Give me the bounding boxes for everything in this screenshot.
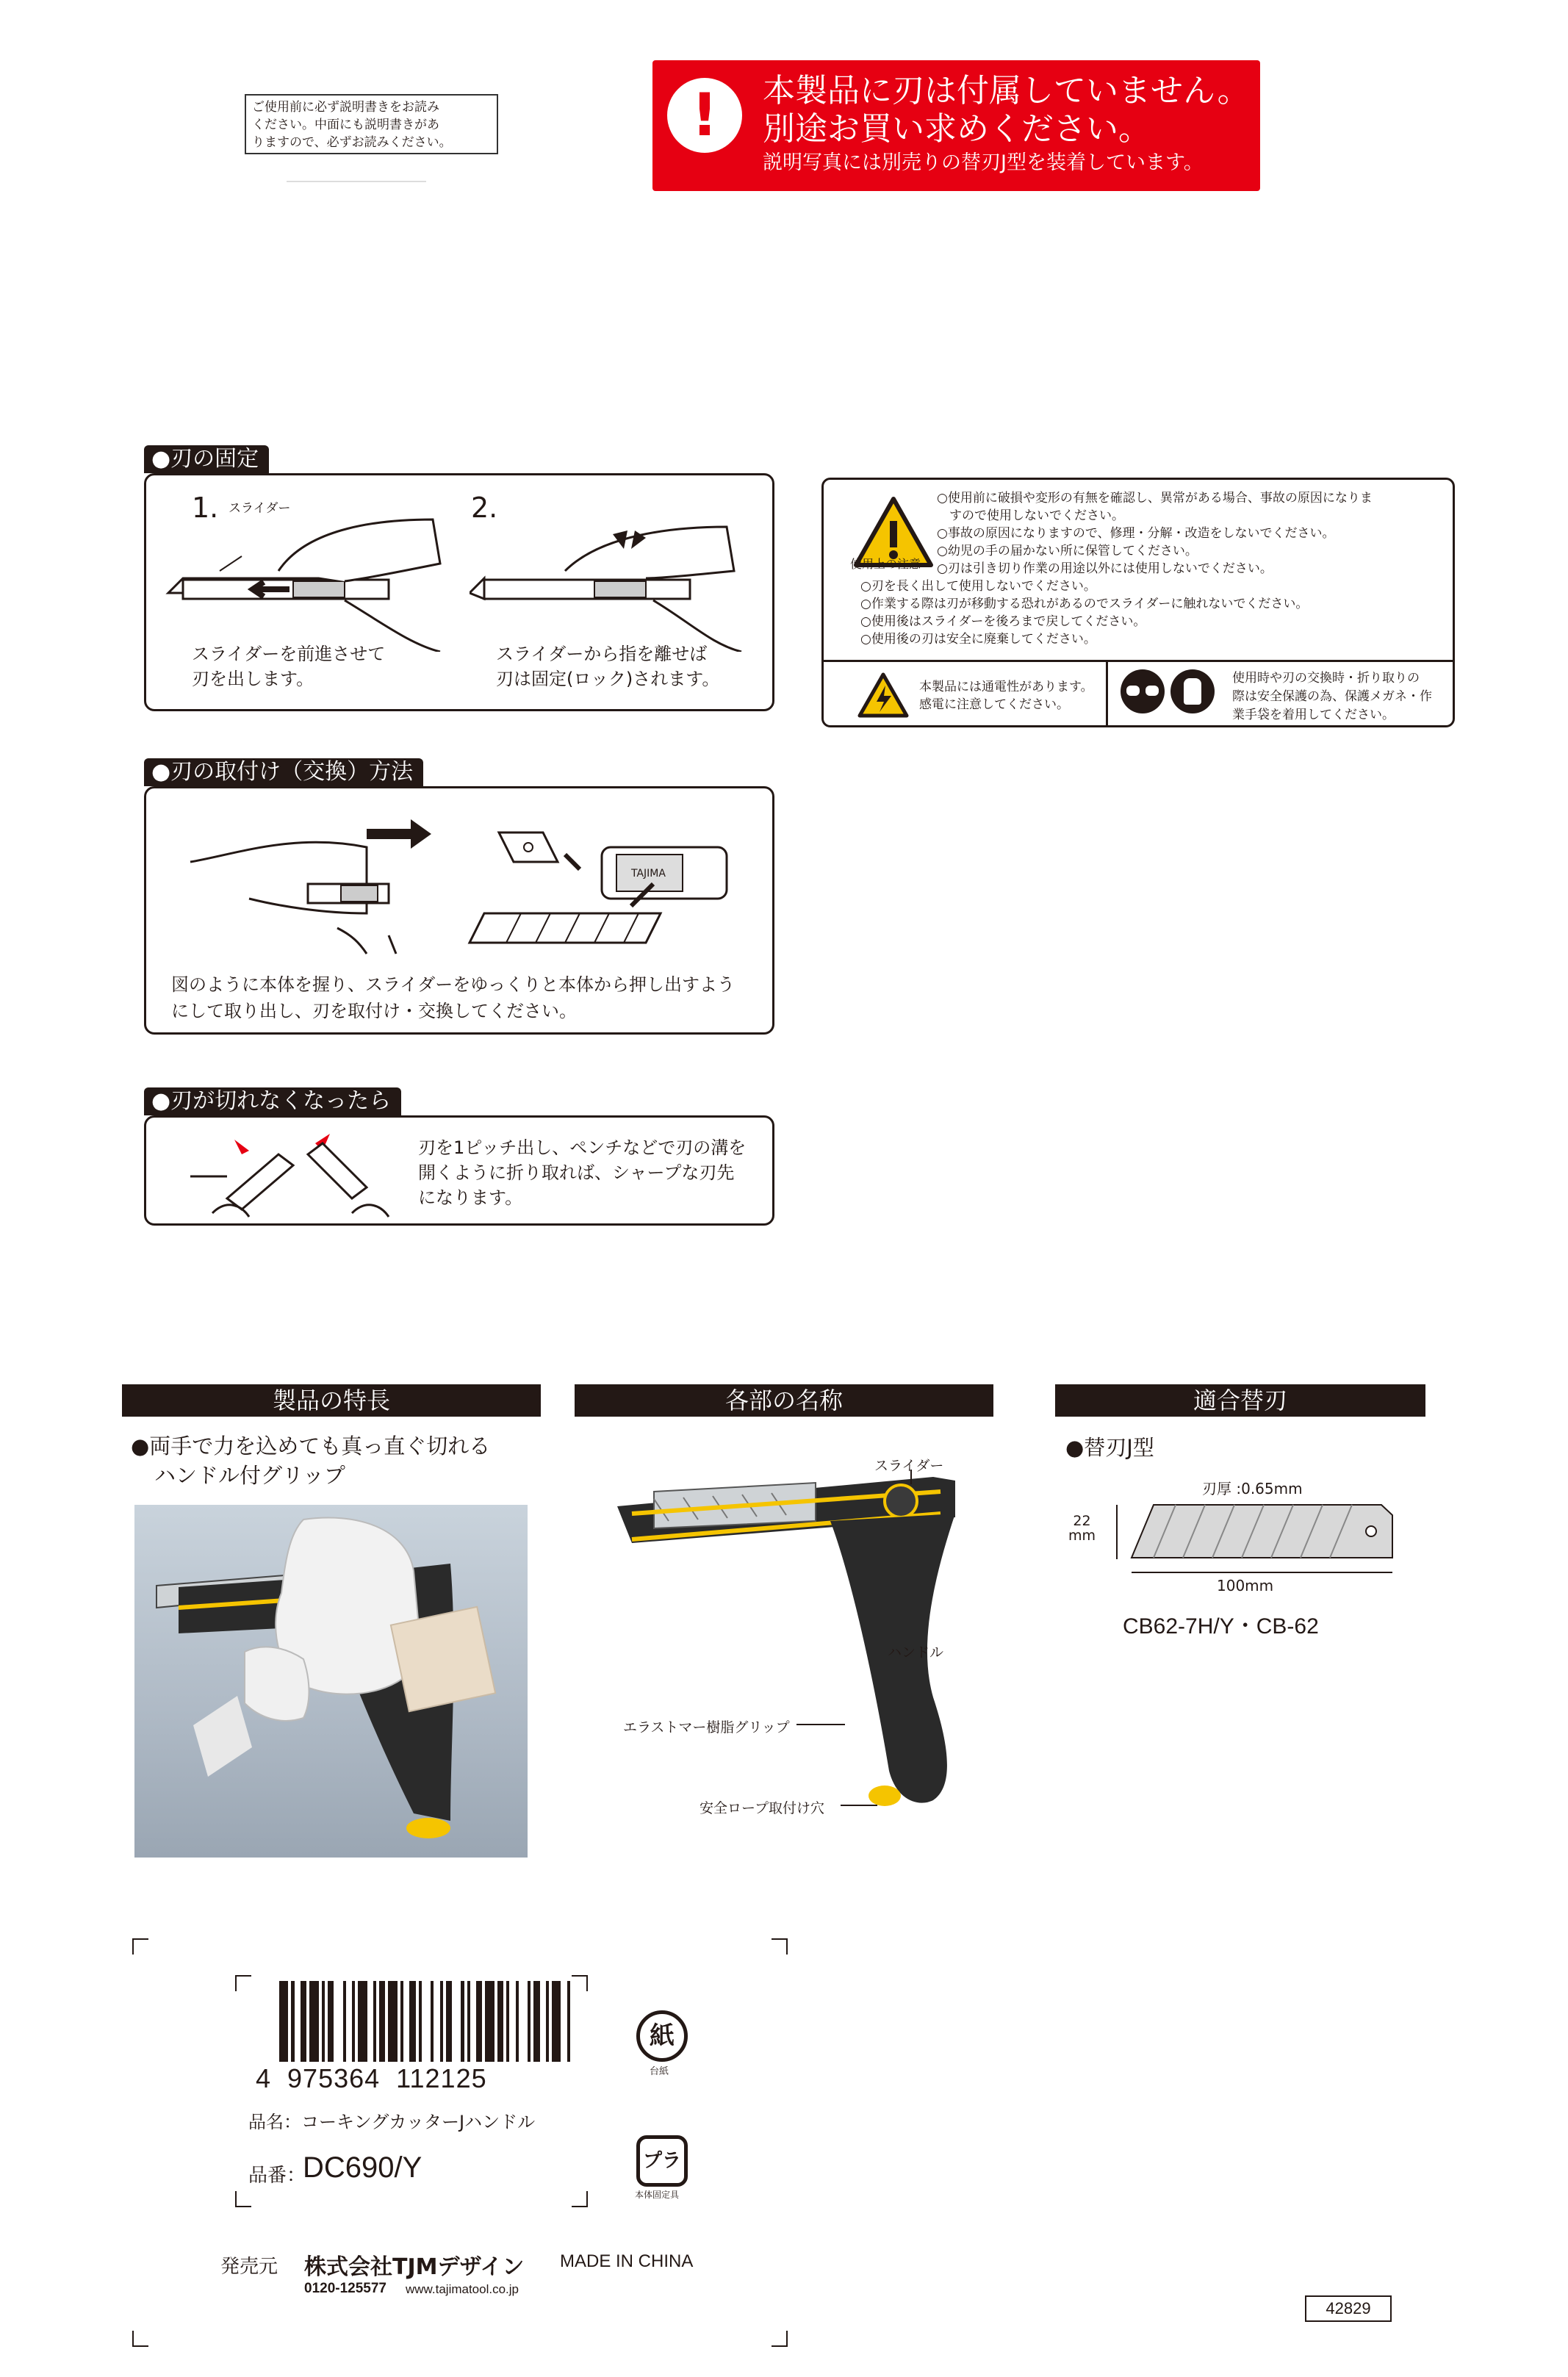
blade-replace-title: ●刃の取付け（交換）方法	[144, 758, 423, 786]
leader-line	[841, 1805, 877, 1806]
barcode-bar	[446, 1981, 452, 2062]
blade-type: ●替刃J型	[1065, 1435, 1154, 1460]
country-of-origin: MADE IN CHINA	[560, 2251, 694, 2271]
crop-mark	[132, 1938, 148, 1955]
protective-gear-note	[1232, 669, 1432, 724]
barcode-bar	[309, 1981, 318, 2062]
step-1-illustration	[161, 505, 470, 652]
crop-mark	[132, 2331, 148, 2347]
crop-mark	[235, 2191, 251, 2207]
electric-warning	[919, 678, 1093, 713]
caution-icon-label: 使用上の注意	[850, 557, 921, 571]
barcode-bar	[358, 1981, 367, 2062]
parts-band: 各部の名称	[575, 1384, 993, 1417]
features-band: 製品の特長	[122, 1384, 541, 1417]
step-2-text-1: スライダーから指を離せば	[496, 644, 708, 664]
crop-mark	[772, 1938, 788, 1955]
caution-line: ○刃は引き切り作業の用途以外には使用しないでください。	[937, 561, 1273, 576]
blade-height-unit: mm	[1068, 1528, 1096, 1544]
barcode-bar	[461, 1981, 464, 2062]
notice-line: ご使用前に必ず説明書きをお読み	[252, 100, 439, 115]
caution-line: ○使用後はスライダーを後ろまで戻してください。	[860, 614, 1146, 629]
barcode-bar	[328, 1981, 334, 2062]
crop-mark	[572, 1975, 588, 1991]
caution-line: ○事故の原因になりますので、修理・分解・改造をしないでください。	[937, 526, 1335, 541]
warning-line-3: 説明写真には別売りの替刃J型を装着しています。	[763, 151, 1204, 174]
dull-text-2: 開くように折り取れば、シャープな刃先	[418, 1162, 735, 1183]
barcode-bar	[440, 1981, 443, 2062]
paper-recycle-caption: 台紙	[650, 2066, 669, 2077]
step-1-number: 1.	[192, 492, 219, 524]
seller-label: 発売元	[220, 2256, 278, 2278]
barcode-bar	[322, 1981, 325, 2062]
gloves-icon	[1170, 669, 1215, 713]
blade-lock-box	[144, 473, 774, 711]
replace-text-2: にして取り出し、刃を取付け・交換してください。	[171, 1001, 577, 1021]
electric-line: 本製品には通電性があります。	[919, 680, 1093, 694]
blade-not-included-warning	[652, 60, 1260, 191]
notice-line: ください。中面にも説明書きがあ	[252, 118, 439, 132]
exclamation-icon: !	[667, 78, 742, 153]
product-number: DC690/Y	[303, 2151, 422, 2184]
crop-mark	[572, 2191, 588, 2207]
barcode-bar	[497, 1981, 503, 2062]
step-1-text-2: 刃を出します。	[192, 669, 314, 689]
barcode-bar	[516, 1981, 519, 2062]
barcode-bar	[528, 1981, 531, 2062]
crop-mark	[235, 1975, 251, 1991]
caution-divider	[1106, 662, 1108, 725]
caution-line: ○刃を長く出して使用しないでください。	[860, 579, 1096, 594]
protect-line: 使用時や刃の交換時・折り取りの	[1232, 671, 1420, 686]
caution-box	[821, 478, 1455, 727]
product-name: 品名：コーキングカッターJハンドル	[248, 2112, 536, 2132]
replace-text-1: 図のように本体を握り、スライダーをゆっくりと本体から押し出すよう	[171, 974, 736, 995]
part-rope-hole-label: 安全ロープ取付け穴	[700, 1800, 825, 1816]
gripping-hand-photo	[134, 1505, 528, 1858]
product-number-label: 品番：	[248, 2165, 306, 2187]
caution-line: すので使用しないでください。	[937, 508, 1124, 523]
caution-line: ○使用前に破損や変形の有無を確認し、異常がある場合、事故の原因になりま	[937, 491, 1373, 506]
notice-line: りますので、必ずお読みください。	[252, 135, 452, 150]
plastic-recycle-icon: プラ	[636, 2135, 688, 2187]
barcode-bar	[343, 1981, 346, 2062]
barcode-bar	[409, 1981, 415, 2062]
barcode-bar	[352, 1981, 355, 2062]
seller-phone: 0120-125577	[304, 2281, 386, 2296]
part-slider-label: スライダー	[874, 1458, 944, 1474]
slider-brand: TAJIMA	[631, 868, 666, 880]
seller-url: www.tajimatool.co.jp	[406, 2282, 519, 2296]
blade-models: CB62-7H/Y・CB-62	[1123, 1614, 1319, 1639]
protect-line: 業手袋を着用してください。	[1232, 708, 1395, 722]
leader-line	[796, 1724, 845, 1725]
blades-band: 適合替刃	[1055, 1384, 1425, 1417]
caution-line: ○幼児の手の届かない所に保管してください。	[937, 544, 1198, 558]
barcode-bar	[379, 1981, 385, 2062]
protect-line: 際は安全保護の為、保護メガネ・作	[1232, 689, 1432, 704]
barcode-digits: 4 975364 112125	[256, 2063, 487, 2093]
part-handle-label: ハンドル	[888, 1644, 944, 1661]
barcode-bar	[567, 1981, 570, 2062]
barcode-bar	[301, 1981, 306, 2062]
divider	[287, 181, 426, 182]
step-2-text-2: 刃は固定(ロック)されます。	[496, 669, 720, 689]
blade-thickness: 刃厚 :0.65mm	[1202, 1480, 1303, 1497]
snap-blade-illustration	[183, 1125, 418, 1220]
electric-shock-icon	[857, 672, 909, 718]
blade-dull-box	[144, 1115, 774, 1226]
read-manual-notice	[245, 94, 498, 154]
blade-swap-illustration	[455, 825, 763, 972]
product-code: 42829	[1305, 2295, 1392, 2322]
barcode-bar	[400, 1981, 403, 2062]
blade-lock-title: ●刃の固定	[144, 445, 269, 473]
blade-dull-title: ●刃が切れなくなったら	[144, 1087, 401, 1115]
barcode-bar	[476, 1981, 482, 2062]
goggles-icon	[1121, 669, 1165, 713]
blade-height-value: 22	[1073, 1513, 1091, 1529]
blade-replace-box	[144, 786, 774, 1035]
barcode	[279, 1981, 573, 2062]
barcode-bar	[467, 1981, 470, 2062]
blade-diagram	[1102, 1499, 1411, 1587]
barcode-bar	[533, 1981, 539, 2062]
barcode-bar	[552, 1981, 561, 2062]
paper-recycle-icon: 紙	[636, 2010, 688, 2062]
blade-length: 100mm	[1217, 1577, 1274, 1594]
step-2-number: 2.	[471, 492, 498, 524]
dull-text-3: になります。	[418, 1187, 523, 1208]
caution-lines	[860, 487, 1448, 656]
hand-with-cutter-illustration	[134, 1505, 528, 1858]
crop-mark	[772, 2331, 788, 2347]
barcode-bar	[388, 1981, 397, 2062]
electric-line: 感電に注意してください。	[919, 697, 1069, 712]
feature-line-1: ●両手で力を込めても真っ直ぐ切れる	[131, 1434, 491, 1459]
blade-height	[1068, 1514, 1096, 1543]
barcode-bar	[291, 1981, 294, 2062]
barcode-bar	[419, 1981, 422, 2062]
plastic-recycle-caption: 本体固定具	[635, 2190, 680, 2200]
feature-line-2: ハンドル付グリップ	[154, 1463, 345, 1488]
barcode-bar	[506, 1981, 509, 2062]
barcode-bar	[546, 1981, 549, 2062]
warning-line-1: 本製品に刃は付属していません。	[763, 72, 1250, 109]
barcode-bar	[373, 1981, 376, 2062]
step-1-text-1: スライダーを前進させて	[192, 644, 386, 664]
caution-line: ○作業する際は刃が移動する恐れがあるのでスライダーに触れないでください。	[860, 597, 1309, 611]
warning-line-2: 別途お買い求めください。	[763, 110, 1151, 148]
caution-line: ○使用後の刃は安全に廃棄してください。	[860, 632, 1096, 647]
slider-label: スライダー	[229, 501, 291, 516]
hand-slider-illustration	[176, 803, 455, 957]
barcode-bar	[279, 1981, 288, 2062]
caution-divider	[824, 660, 1453, 662]
barcode-bar	[431, 1981, 434, 2062]
step-2-illustration	[470, 505, 763, 652]
seller-company: 株式会社TJMデザイン	[304, 2254, 525, 2280]
part-grip-label: エラストマー樹脂グリップ	[623, 1719, 790, 1736]
dull-text-1: 刃を1ピッチ出し、ペンチなどで刃の溝を	[418, 1137, 747, 1158]
barcode-bar	[485, 1981, 494, 2062]
